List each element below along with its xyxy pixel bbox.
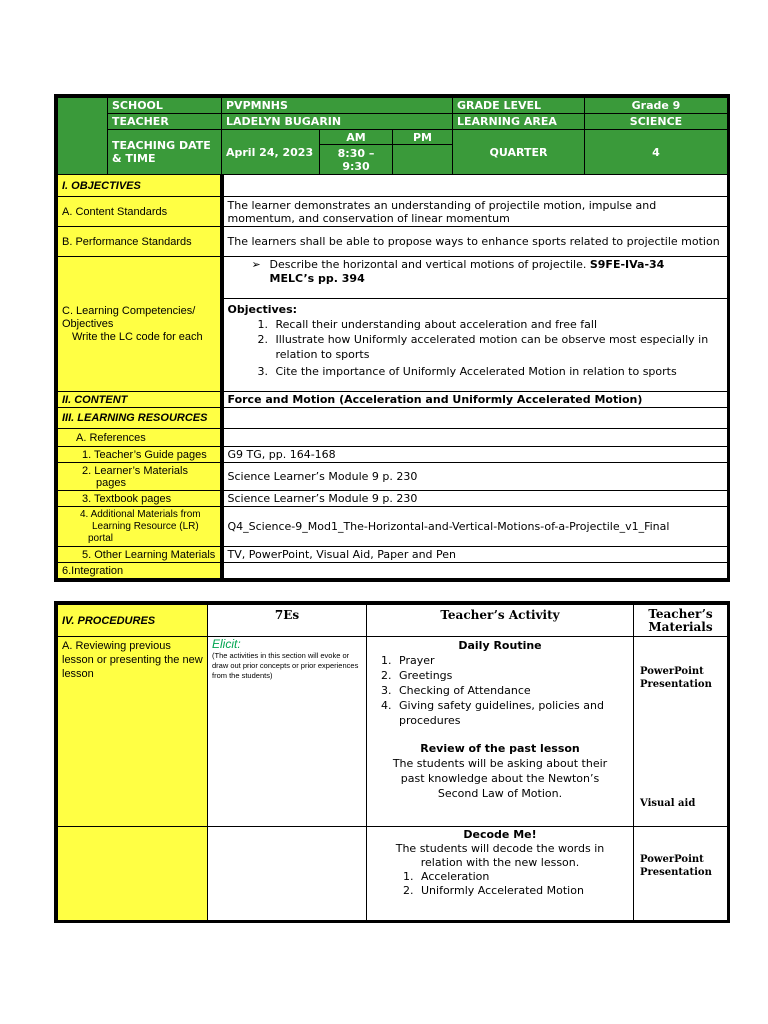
powerpoint-label-line1: PowerPoint — [640, 666, 704, 677]
content-heading: II. CONTENT — [58, 392, 222, 408]
competency-code: S9FE-IVa-34 — [589, 258, 665, 271]
learning-resources-heading: III. LEARNING RESOURCES — [58, 408, 222, 429]
teaching-date-value: April 24, 2023 — [222, 130, 320, 175]
lr-portal-label-line3: portal — [88, 532, 114, 544]
header-blank-cell — [58, 98, 108, 175]
procedures-table — [54, 601, 730, 923]
objectives-list — [228, 317, 724, 379]
procedures-heading: IV. PROCEDURES — [58, 605, 208, 637]
learning-area-label: LEARNING AREA — [453, 114, 585, 130]
review-title: Review of the past lesson — [420, 742, 580, 755]
learners-materials-label-line1: 2. Learner’s Materials — [82, 464, 188, 477]
integration-blank — [222, 563, 728, 579]
lr-portal-value: Q4_Science-9_Mod1_The-Horizontal-and-Vertical-Motions-of-a-Projectile_v1_Final — [222, 507, 728, 547]
lr-portal-label — [58, 507, 222, 547]
references-label: A. References — [58, 429, 222, 447]
decode-item: 1. Acceleration — [417, 870, 629, 884]
melc-reference: MELC’s pp. 394 — [269, 272, 365, 285]
arrow-bullet-icon: ➢ — [251, 258, 261, 271]
decode-me-title: Decode Me! — [463, 828, 537, 841]
decode-me-text: The students will decode the words in relation with the new lesson. — [395, 842, 605, 869]
other-materials-value: TV, PowerPoint, Visual Aid, Paper and Pen — [222, 547, 728, 563]
col-7es-header: 7Es — [208, 605, 367, 637]
powerpoint-label-line2: Presentation — [640, 867, 712, 878]
teachers-guide-label: 1. Teacher’s Guide pages — [58, 447, 222, 463]
textbook-value: Science Learner’s Module 9 p. 230 — [222, 491, 728, 507]
powerpoint-presentation-label — [640, 665, 712, 691]
learners-materials-label-line2: pages — [96, 476, 126, 489]
objectives-block — [224, 299, 728, 379]
learning-area-value: SCIENCE — [585, 114, 728, 130]
lesson-plan-header-table — [54, 94, 730, 582]
teachers-guide-value: G9 TG, pp. 164-168 — [222, 447, 728, 463]
textbook-label: 3. Textbook pages — [58, 491, 222, 507]
competency-text: Describe the horizontal and vertical motions of projectile. — [269, 258, 587, 271]
objectives-blank — [222, 175, 728, 197]
lr-portal-label-line1: 4. Additional Materials from — [80, 508, 201, 520]
pm-time-value — [393, 145, 453, 175]
daily-routine-cell — [367, 637, 634, 827]
pm-label: PM — [393, 130, 453, 145]
row2-7es-blank — [208, 827, 367, 921]
learning-competencies-label-line2: Objectives — [62, 317, 114, 330]
col-teachers-materials-line1: Teacher’s — [648, 607, 713, 621]
col-teachers-materials-line2: Materials — [648, 620, 713, 634]
row2-label-blank — [58, 827, 208, 921]
daily-routine-title: Daily Routine — [458, 639, 542, 652]
lr-portal-label-line2: Learning Resource (LR) — [92, 520, 199, 532]
decode-me-cell — [367, 827, 634, 921]
grade-level-label: GRADE LEVEL — [453, 98, 585, 114]
elicit-cell — [208, 637, 367, 827]
content-standards-text: The learner demonstrates an understanding of projectile motion, impulse and momentum, and conservation of linear momentum — [222, 197, 728, 227]
reviewing-previous-lesson-label: A. Reviewing previous lesson or presenting the new lesson — [58, 637, 208, 827]
powerpoint-label-line1: PowerPoint — [640, 854, 704, 865]
teaching-date-label: TEACHING DATE & TIME — [108, 130, 222, 175]
school-label: SCHOOL — [108, 98, 222, 114]
col-teachers-activity-header: Teacher’s Activity — [367, 605, 634, 637]
quarter-label: QUARTER — [453, 130, 585, 175]
col-teachers-materials-header — [634, 605, 728, 637]
performance-standards-text: The learners shall be able to propose ways to enhance sports related to projectile motion — [222, 227, 728, 257]
objective-item: 3. Cite the importance of Uniformly Accelerated Motion in relation to sports — [272, 364, 724, 379]
school-value: PVPMNHS — [222, 98, 453, 114]
powerpoint-label-line2: Presentation — [640, 679, 712, 690]
routine-item: 2. Greetings — [395, 668, 629, 683]
routine-item: 3. Checking of Attendance — [395, 683, 629, 698]
elicit-title: Elicit: — [212, 637, 241, 651]
teacher-value: LADELYN BUGARIN — [222, 114, 453, 130]
objectives-title: Objectives: — [227, 303, 298, 316]
integration-label: 6.Integration — [58, 563, 222, 579]
learning-competencies-label-line1: C. Learning Competencies/ — [62, 304, 196, 317]
learning-resources-blank — [222, 408, 728, 429]
competency-block — [224, 257, 728, 299]
routine-item: 4. Giving safety guidelines, policies and procedures — [395, 698, 629, 728]
quarter-value: 4 — [585, 130, 728, 175]
learners-materials-value: Science Learner’s Module 9 p. 230 — [222, 463, 728, 491]
routine-item: 1. Prayer — [395, 653, 629, 668]
learning-competencies-cell — [222, 257, 728, 392]
other-materials-label: 5. Other Learning Materials — [58, 547, 222, 563]
visual-aid-label: Visual aid — [640, 798, 696, 809]
am-time-value: 8:30 – 9:30 — [320, 145, 393, 175]
powerpoint-presentation-label-2 — [640, 853, 712, 879]
learners-materials-label — [58, 463, 222, 491]
daily-routine-list — [371, 653, 629, 728]
learning-competencies-label-line3: Write the LC code for each — [72, 330, 203, 343]
am-label: AM — [320, 130, 393, 145]
materials-cell-1 — [634, 637, 728, 827]
materials-cell-2 — [634, 827, 728, 921]
grade-level-value: Grade 9 — [585, 98, 728, 114]
learning-competencies-label — [58, 257, 222, 392]
content-standards-label: A. Content Standards — [58, 197, 222, 227]
objectives-heading: I. OBJECTIVES — [58, 175, 222, 197]
content-text: Force and Motion (Acceleration and Uniformly Accelerated Motion) — [222, 392, 728, 408]
decode-item: 2. Uniformly Accelerated Motion — [417, 884, 629, 898]
objective-item: 2. Illustrate how Uniformly accelerated motion can be observe most especially in relation to sports — [272, 332, 724, 362]
decode-me-list — [371, 870, 629, 898]
performance-standards-label: B. Performance Standards — [58, 227, 222, 257]
elicit-note: (The activities in this section will evoke or draw out prior concepts or prior experiences from the students) — [212, 651, 359, 680]
review-text: The students will be asking about their past knowledge about the Newton’s Second Law of Motion. — [392, 757, 608, 800]
objective-item: 1. Recall their understanding about acceleration and free fall — [272, 317, 724, 332]
teacher-label: TEACHER — [108, 114, 222, 130]
references-blank — [222, 429, 728, 447]
